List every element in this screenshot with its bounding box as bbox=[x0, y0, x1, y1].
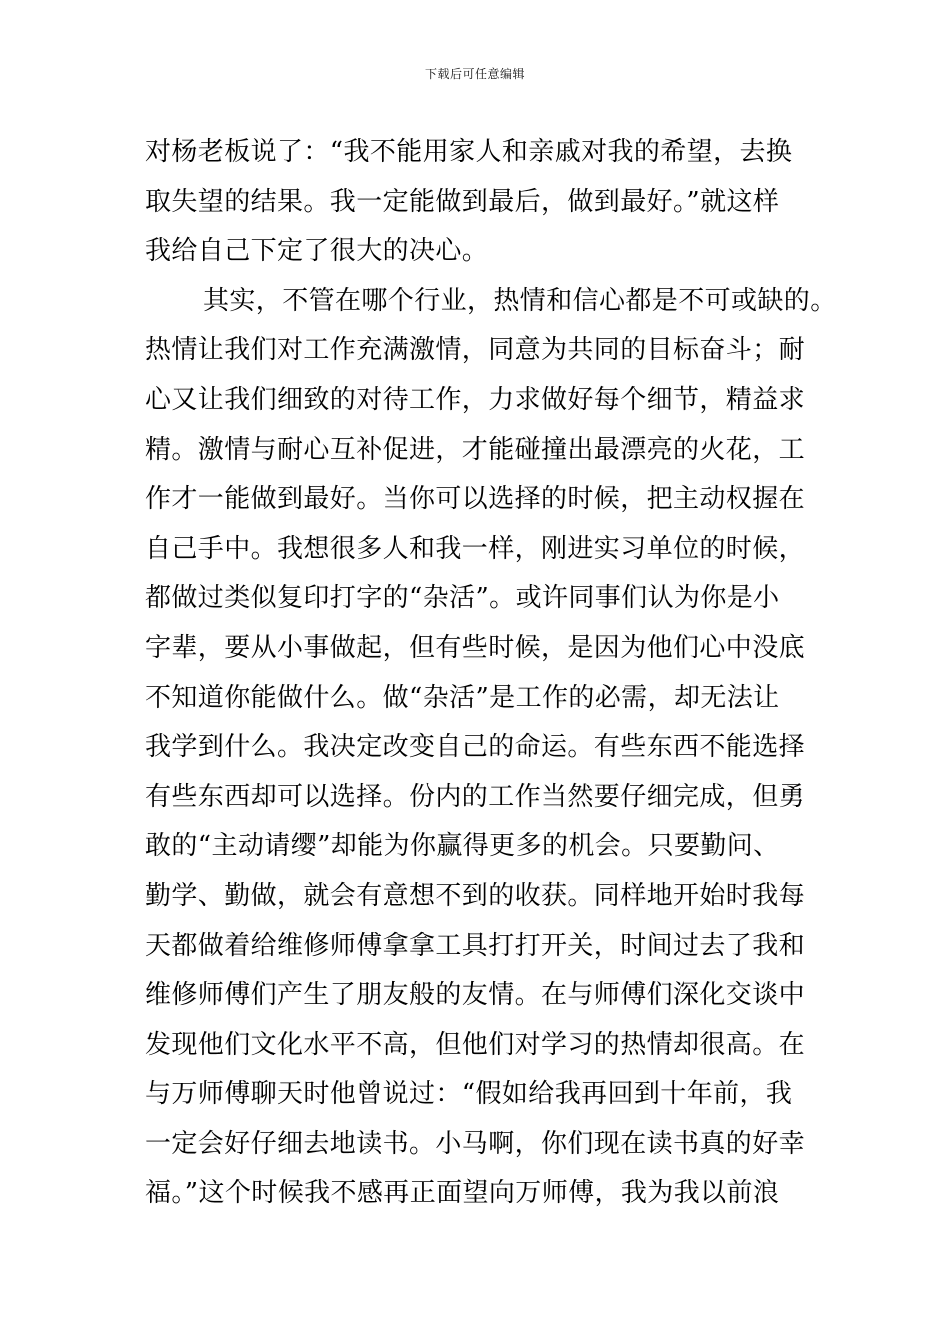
text-line: 自己手中。我想很多人和我一样，刚进实习单位的时候， bbox=[145, 533, 806, 564]
text-line: 有些东西却可以选择。份内的工作当然要仔细完成，但勇 bbox=[145, 781, 806, 812]
text-line: 一定会好仔细去地读书。小马啊，你们现在读书真的好幸 bbox=[145, 1128, 806, 1159]
text-line: 作才一能做到最好。当你可以选择的时候，把主动权握在 bbox=[145, 484, 806, 515]
text-line: 不知道你能做什么。做“杂活”是工作的必需，却无法让 bbox=[145, 682, 780, 713]
body-text bbox=[145, 128, 837, 1219]
text-line: 心又让我们细致的对待工作，力求做好每个细节，精益求 bbox=[145, 384, 806, 415]
text-line: 与万师傅聊天时他曾说过：“假如给我再回到十年前，我 bbox=[145, 1079, 793, 1110]
text-line: 热情让我们对工作充满激情，同意为共同的目标奋斗；耐 bbox=[145, 335, 806, 366]
text-line: 维修师傅们产生了朋友般的友情。在与师傅们深化交谈中 bbox=[145, 980, 806, 1011]
text-line: 对杨老板说了：“我不能用家人和亲戚对我的希望，去换 bbox=[145, 137, 793, 167]
header-note: 下载后可任意编辑 bbox=[424, 67, 525, 81]
text-line: 取失望的结果。我一定能做到最后，做到最好。”就这样 bbox=[145, 186, 780, 217]
text-line: 天都做着给维修师傅拿拿工具打打开关，时间过去了我和 bbox=[145, 930, 806, 961]
text-line: 敢的“主动请缨”却能为你赢得更多的机会。只要勤问、 bbox=[145, 831, 780, 862]
paragraph-start-line: 其实，不管在哪个行业，热情和信心都是不可或缺的。 bbox=[203, 285, 837, 316]
text-line: 精。激情与耐心互补促进，才能碰撞出最漂亮的火花，工 bbox=[145, 434, 806, 465]
text-line: 我学到什么。我决定改变自己的命运。有些东西不能选择 bbox=[145, 732, 806, 763]
text-line: 都做过类似复印打字的“杂活”。或许同事们认为你是小 bbox=[145, 583, 780, 614]
text-line: 我给自己下定了很大的决心。 bbox=[145, 236, 489, 267]
text-line: 勤学、勤做，就会有意想不到的收获。同样地开始时我每 bbox=[145, 880, 806, 911]
text-line: 福。”这个时候我不感再正面望向万师傅，我为我以前浪 bbox=[145, 1178, 780, 1209]
text-line: 发现他们文化水平不高，但他们对学习的热情却很高。在 bbox=[145, 1029, 806, 1060]
text-line: 字辈，要从小事做起，但有些时候，是因为他们心中没底 bbox=[145, 632, 806, 663]
